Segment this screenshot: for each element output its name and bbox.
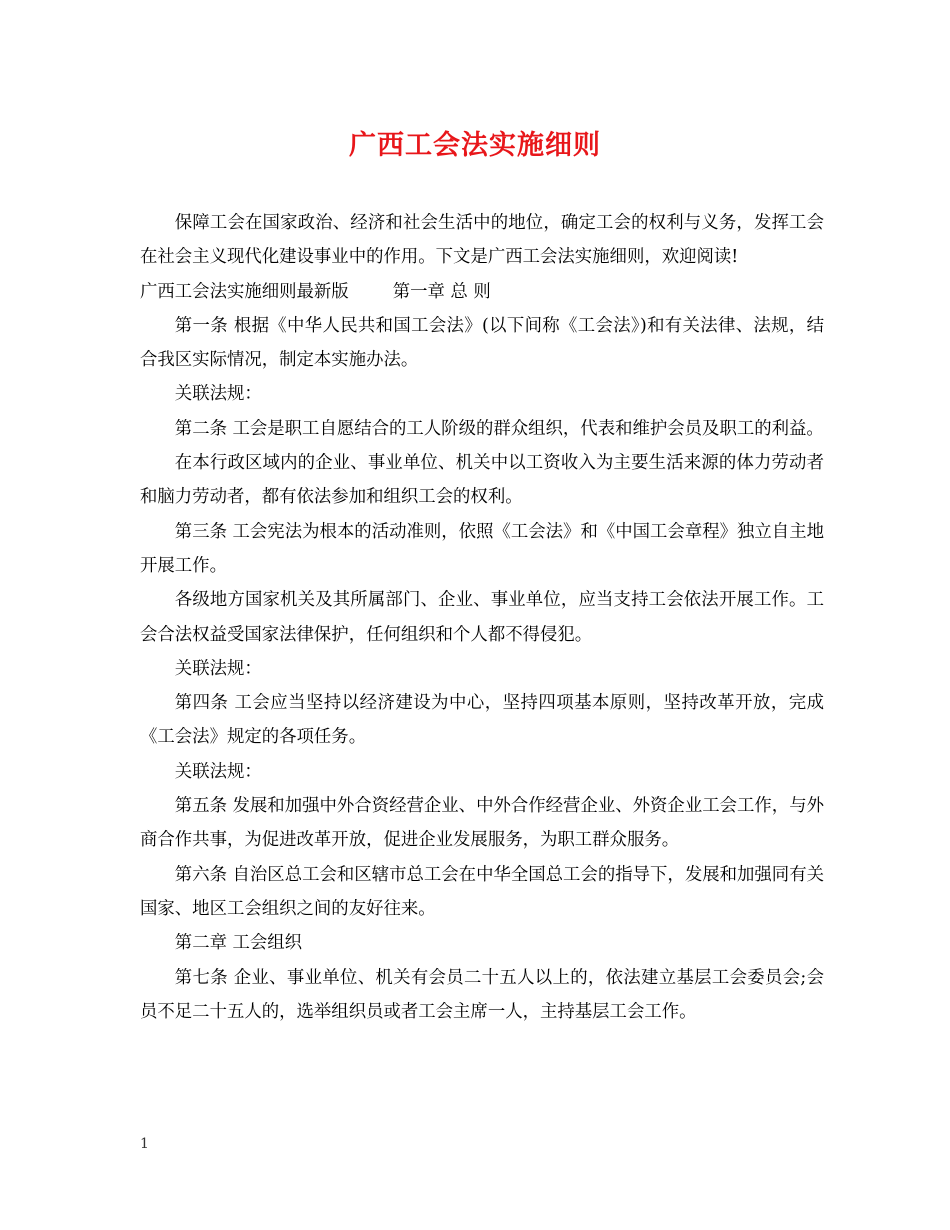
related-regulations-label: 关联法规： [174,658,262,679]
paragraph-article-6: 第六条 自治区总工会和区辖市总工会在中华全国总工会的指导下，发展和加强同有关国家、地区工会组织之间的友好往来。 [140,864,824,919]
section-heading-left: 广西工会法实施细则最新版 [140,281,349,302]
related-regulations-label: 关联法规： [174,384,262,405]
paragraph-article-3-continued: 各级地方国家机关及其所属部门、企业、事业单位，应当支持工会依法开展工作。工会合法权益受国家法律保护，任何组织和个人都不得侵犯。 [140,590,824,645]
paragraph-article-2-continued: 在本行政区域内的企业、事业单位、机关中以工资收入为主要生活来源的体力劳动者和脑力劳动者，都有依法参加和组织工会的权利。 [140,453,824,508]
document-body [140,206,824,1029]
chapter-heading: 第二章 工会组织 [174,933,303,954]
paragraph-article-5: 第五条 发展和加强中外合资经营企业、中外合作经营企业、外资企业工会工作，与外商合作共事，为促进改革开放，促进企业发展服务，为职工群众服务。 [140,796,824,851]
paragraph-article-4: 第四条 工会应当坚持以经济建设为中心，坚持四项基本原则，坚持改革开放，完成《工会法》规定的各项任务。 [140,693,824,748]
section-heading-right: 第一章 总 则 [392,281,491,302]
paragraph-article-7: 第七条 企业、事业单位、机关有会员二十五人以上的，依法建立基层工会委员会;会员不足二十五人的，选举组织员或者工会主席一人，主持基层工会工作。 [140,967,824,1022]
paragraph-article-2: 第二条 工会是职工自愿结合的工人阶级的群众组织，代表和维护会员及职工的利益。 [174,418,824,439]
intro-paragraph: 保障工会在国家政治、经济和社会生活中的地位，确定工会的权利与义务，发挥工会在社会主义现代化建设事业中的作用。下文是广西工会法实施细则，欢迎阅读! [140,213,824,268]
related-regulations-label: 关联法规： [174,761,262,782]
document-title: 广西工会法实施细则 [349,130,601,161]
paragraph-article-1: 第一条 根据《中华人民共和国工会法》(以下间称《工会法》)和有关法律、法规，结合我区实际情况，制定本实施办法。 [140,315,824,371]
page-number: 1 [140,1136,149,1152]
paragraph-article-3: 第三条 工会宪法为根本的活动准则，依照《工会法》和《中国工会章程》独立自主地开展工作。 [140,521,824,576]
section-heading [140,275,824,309]
